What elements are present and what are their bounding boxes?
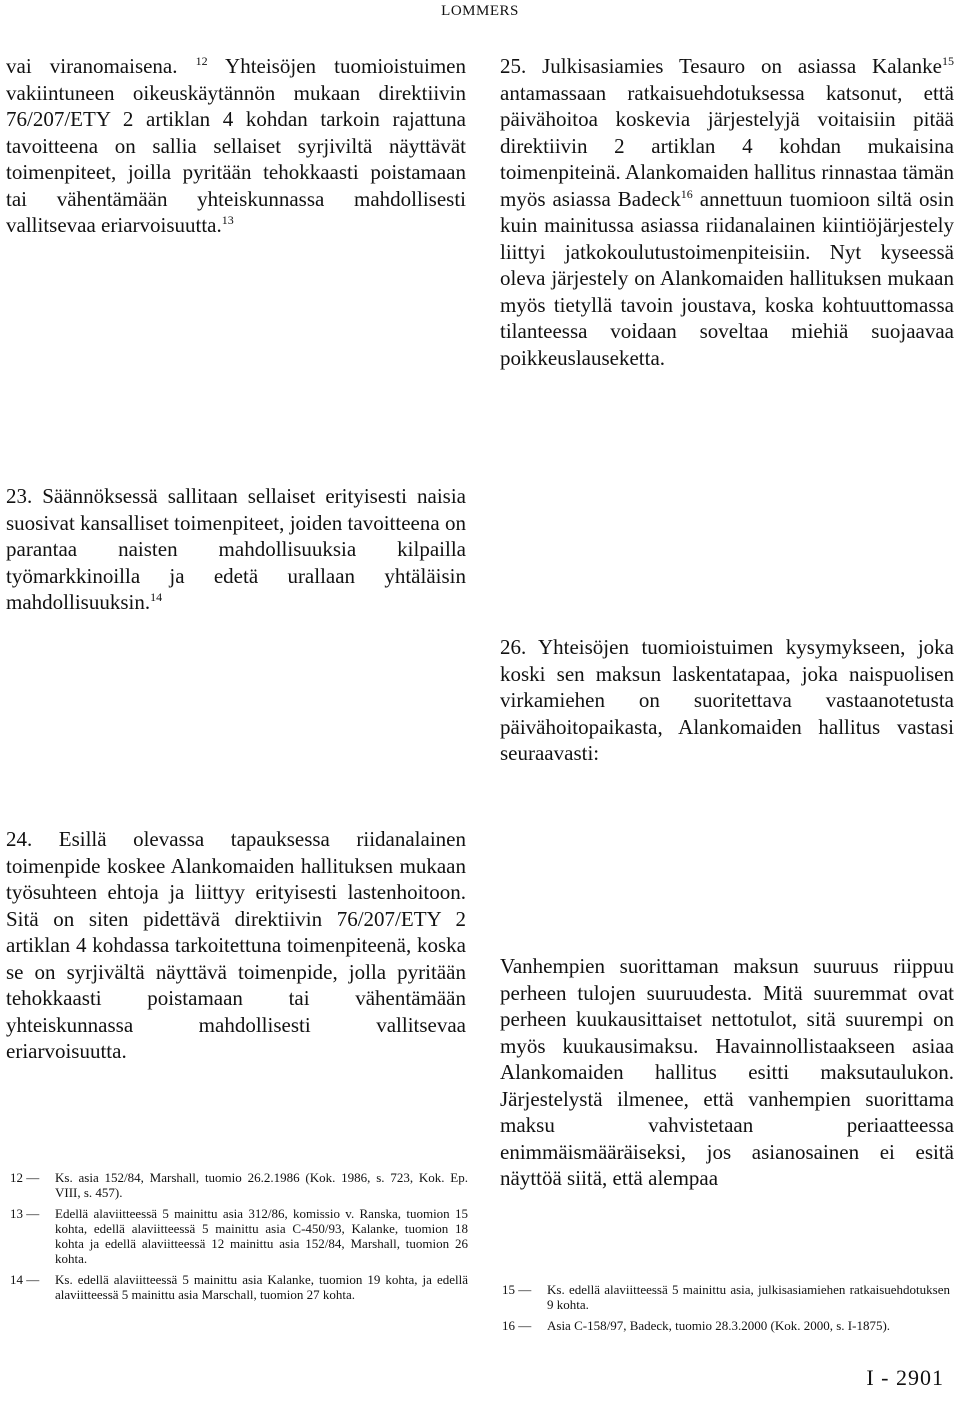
- paragraph-26-quote: [500, 953, 954, 1192]
- paragraph-text: 23. Säännöksessä sallitaan sellaiset erityisesti naisia suosivat kansalliset toimenpiteet, joiden tavoitteena on parantaa naisten mahdollisuuksia kilpailla työmarkkinoilla ja edetä urallaan yhtäläisin mahdollisuuksin.$^{14}$: [6, 484, 466, 614]
- footnotes-left: [10, 1170, 468, 1308]
- running-head: LOMMERS: [441, 3, 519, 19]
- footnote-12: 12 — Ks. asia 152/84, Marshall, tuomio 26.2.1986 (Kok. 1986, s. 723, Kok. Ep. VIII, s. 457).: [10, 1170, 468, 1200]
- paragraph-26: [500, 634, 954, 767]
- paragraph-text: Vanhempien suorittaman maksun suuruus riippuu perheen tulojen suuruudesta. Mitä suuremmat ovat perheen kuukausittaiset nettotulot, sitä suurempi on myös kuukausimaksu. Havainnollistaakseen asiaa Alankomaiden hallitus esitti maksutaulukon. Järjestelystä ilmenee, että vanhempien suorittama maksu vahvistetaan periaatteessa enimmäismääräiseksi, jos asianosainen ei esitä näyttöä siitä, että alempaa: [500, 954, 954, 1190]
- footnote-13: 13 — Edellä alaviitteessä 5 mainittu asia 312/86, komissio v. Ranska, tuomion 15 kohta, edellä alaviitteessä 5 mainittu asia C-450/93, Kalanke, tuomion 18 kohta ja edellä alaviitteessä 12 mainittu asia 152/84, Marshall, tuomion 26 kohta.: [10, 1206, 468, 1266]
- footnote-16: 16 — Asia C-158/97, Badeck, tuomio 28.3.2000 (Kok. 2000, s. I-1875).: [502, 1318, 891, 1333]
- footnote-14: 14 — Ks. edellä alaviitteessä 5 mainittu asia Kalanke, tuomion 19 kohta, ja edellä alaviitteessä 5 mainittu asia Marschall, tuomion 27 kohta.: [10, 1272, 468, 1302]
- paragraph-text: 25. Julkisasiamies Tesauro on asiassa Kalanke$^{15}$ antamassaan ratkaisuehdotuksessa katsonut, että päivähoitoa koskevia järjestelyjä voitaisiin pitää direktiivin 2 artiklan 4 kohdan mukaisina toimenpiteinä. Alankomaiden hallitus rinnastaa tämän myös asiassa Badeck$^{16}$ annettuun tuomioon siltä osin kuin mainitussa asiassa riidanalainen kiintiöjärjestely liittyi jatkokoulutustoimenpiteisiin. Nyt kyseessä oleva järjestely on Alankomaiden hallituksen mukaan myös tietyllä tavoin joustava, koska kohtuuttomassa tilanteessa voidaan soveltaa miehiä suojaavaa poikkeuslauseketta.: [500, 54, 954, 370]
- footnote-15: 15 — Ks. edellä alaviitteessä 5 mainittu asia, julkisasiamiehen ratkaisuehdotuksen 9 kohta.: [502, 1282, 950, 1312]
- paragraph-23: [6, 483, 466, 616]
- paragraph-text: vai viranomaisena. $^{12}$ Yhteisöjen tuomioistuimen vakiintuneen oikeuskäytännön mukaan direktiivin 76/207/ETY 2 artiklan 4 kohdan tarkoin rajattuna tavoitteena on sallia sellaiset syrjiviltä näyttävät toimenpiteet, joilla pyritään tehokkaasti poistamaan tai vähentämään yhteiskunnassa mahdollisesti vallitsevaa eriarvoisuutta.$^{13}$: [6, 54, 466, 237]
- footnotes-right: [502, 1282, 950, 1339]
- paragraph-25: [500, 53, 954, 371]
- paragraph-24: [6, 826, 466, 1065]
- page-number: I - 2901: [866, 1365, 944, 1390]
- paragraph-22-continuation: [6, 53, 466, 239]
- paragraph-text: 24. Esillä olevassa tapauksessa riidanalainen toimenpide koskee Alankomaiden hallituksen mukaan työsuhteen ehtoja ja liittyy erityisesti lastenhoitoon. Sitä on siten pidettävä direktiivin 76/207/ETY 2 artiklan 4 kohdassa tarkoitettuna toimenpiteenä, koska se on syrjivältä näyttävä toimenpide, jolla pyritään tehokkaasti poistamaan tai vähentämään yhteiskunnassa mahdollisesti vallitsevaa eriarvoisuutta.: [6, 827, 466, 1063]
- footnote-ref-13[interactable]: 13: [221, 213, 234, 227]
- footnote-ref-14[interactable]: 14: [150, 590, 163, 604]
- footnote-ref-16[interactable]: 16: [680, 186, 693, 201]
- paragraph-text: 26. Yhteisöjen tuomioistuimen kysymykseen, joka koski sen maksun laskentatapaa, joka naispuolisen virkamiehen on suoritettava vastaanotetusta päivähoitopaikasta, Alankomaiden hallitus vastasi seuraavasti:: [500, 635, 954, 765]
- footnote-ref-12[interactable]: 12: [195, 54, 208, 68]
- footnote-ref-15[interactable]: 15: [942, 54, 954, 68]
